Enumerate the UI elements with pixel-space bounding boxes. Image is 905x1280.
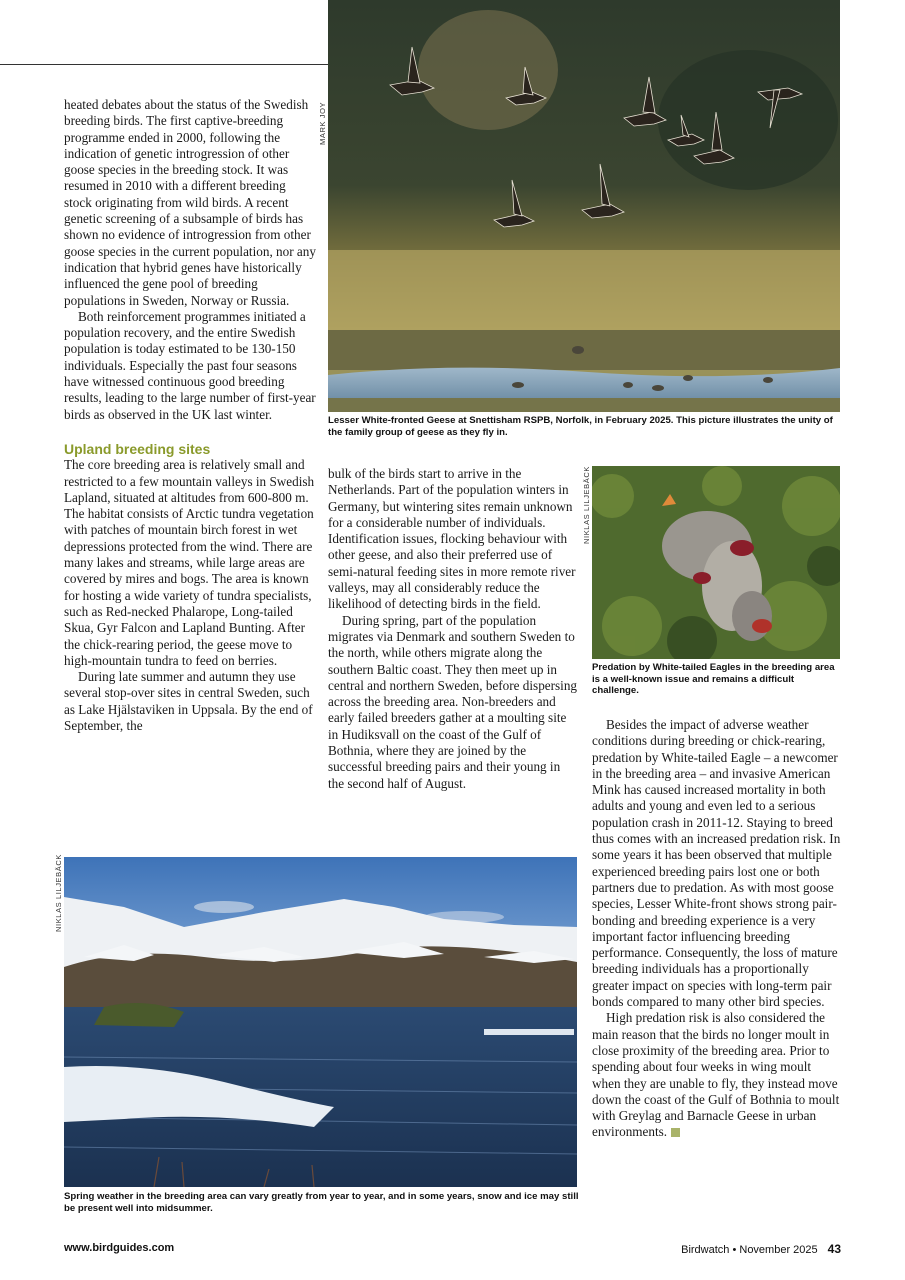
paragraph: During late summer and autumn they use several stop-over sites in central Sweden, such as Lake Hjälstaviken in Uppsala. By the end of September, the <box>64 669 313 733</box>
photo-credit: NIKLAS LILJEBÄCK <box>582 466 591 544</box>
photo-credit: NIKLAS LILJEBÄCK <box>54 854 63 932</box>
photo-caption: Predation by White-tailed Eagles in the breeding area is a well-known issue and remains a difficult challenge. <box>592 662 835 696</box>
article-column-1 <box>64 97 316 734</box>
photo-credit: MARK JOY <box>318 101 327 145</box>
geese-photo <box>328 0 840 412</box>
end-mark <box>671 1128 680 1137</box>
section-heading: Upland breeding sites <box>64 440 211 457</box>
top-rule <box>0 64 328 65</box>
footer-website: www.birdguides.com <box>64 1242 175 1254</box>
article-column-2 <box>328 466 578 792</box>
magazine-issue: Birdwatch • November 2025 <box>681 1244 818 1256</box>
paragraph: The core breeding area is relatively small and restricted to a few mountain valleys in Swedish Lapland, situated at altitudes from 600-800 m. The habitat consists of Arctic tundra vegetation with patches of mountain birch forest in wet depressions protected from the wind. There are many lakes and streams, while large areas are covered by mires and bogs. The area is known for hosting a wide variety of tundra specialists, such as Red-necked Phalarope, Long-tailed Skua, Gyr Falcon and Lapland Bunting. After the chick-rearing period, the geese move to high-mountain tundra to feed on berries. <box>64 457 315 668</box>
paragraph: Both reinforcement programmes initiated a population recovery, and the entire Swedish population is today estimated to be 130-150 individuals. Especially the past four seasons have witnessed continuous good breeding results, leading to the large number of first-year birds as observed in the UK last winter. <box>64 308 316 422</box>
paragraph: heated debates about the status of the Swedish breeding birds. The first captive-breeding programme ended in 2000, following the indication of genetic introgression of other goose species in the breeding stock. It was resumed in 2010 with a different breeding stock originating from wild birds. A recent genetic screening of a subsample of birds has shown no evidence of introgression from other goose species in the current population, nor any indication that hybrid genes have historically influenced the gene pool of breeding populations in Sweden, Norway or Russia. <box>64 97 316 308</box>
predation-photo <box>592 466 840 659</box>
paragraph: bulk of the birds start to arrive in the Netherlands. Part of the population winters in Germany, but wintering sites remain unknown for a considerable number of individuals. Identification issues, flocking behaviour with other geese, and also their preferred use of semi-natural feeding sites in more remote river valleys, may all considerably reduce the likelihood of detecting birds in the field. <box>328 466 576 612</box>
paragraph: During spring, part of the population migrates via Denmark and southern Sweden to the north, while others migrate along the southern Baltic coast. They then meet up in central and northern Sweden, before dispersing across the breeding area. Non-breeders and early failed breeders gather at a moulting site in Hudiksvall on the coast of the Gulf of Bothnia, where they are joined by the successful breeding pairs and their young in the second half of August. <box>328 612 578 791</box>
paragraph: High predation risk is also considered the main reason that the birds no longer moult in close proximity of the breeding area. Prior to spending about four weeks in wing moult when they are unable to fly, they instead move down the coast of the Gulf of Bothnia to moult with Greylag and Barnacle Geese in urban environments. <box>592 1010 840 1140</box>
footer-issue <box>681 1242 841 1256</box>
photo-caption: Lesser White-fronted Geese at Snettisham RSPB, Norfolk, in February 2025. This picture illustrates the unity of the family group of geese as they fly in. <box>328 415 833 438</box>
article-column-3 <box>592 717 842 1141</box>
tundra-photo <box>64 857 577 1187</box>
page-number: 43 <box>827 1242 841 1256</box>
paragraph: Besides the impact of adverse weather conditions during breeding or chick-rearing, predation by White-tailed Eagle – a newcomer in the breeding area – and invasive American Mink has caused increased mortality in both adults and young and even led to a serious population crash in 2011-12. Staying to breed thus comes with an increased predation risk. In some years it has been observed that multiple experienced breeding pairs lost one or both partners due to predation. As with most goose species, Lesser White-front shows strong pair-bonding and breeding experience is a very important factor influencing breeding performance. Consequently, the loss of mature breeding individuals has a proportionally greater impact on species with long-term pair bonds compared to many other bird species. <box>592 717 841 1010</box>
photo-caption: Spring weather in the breeding area can vary greatly from year to year, and in some years, snow and ice may still be present well into midsummer. <box>64 1191 579 1214</box>
